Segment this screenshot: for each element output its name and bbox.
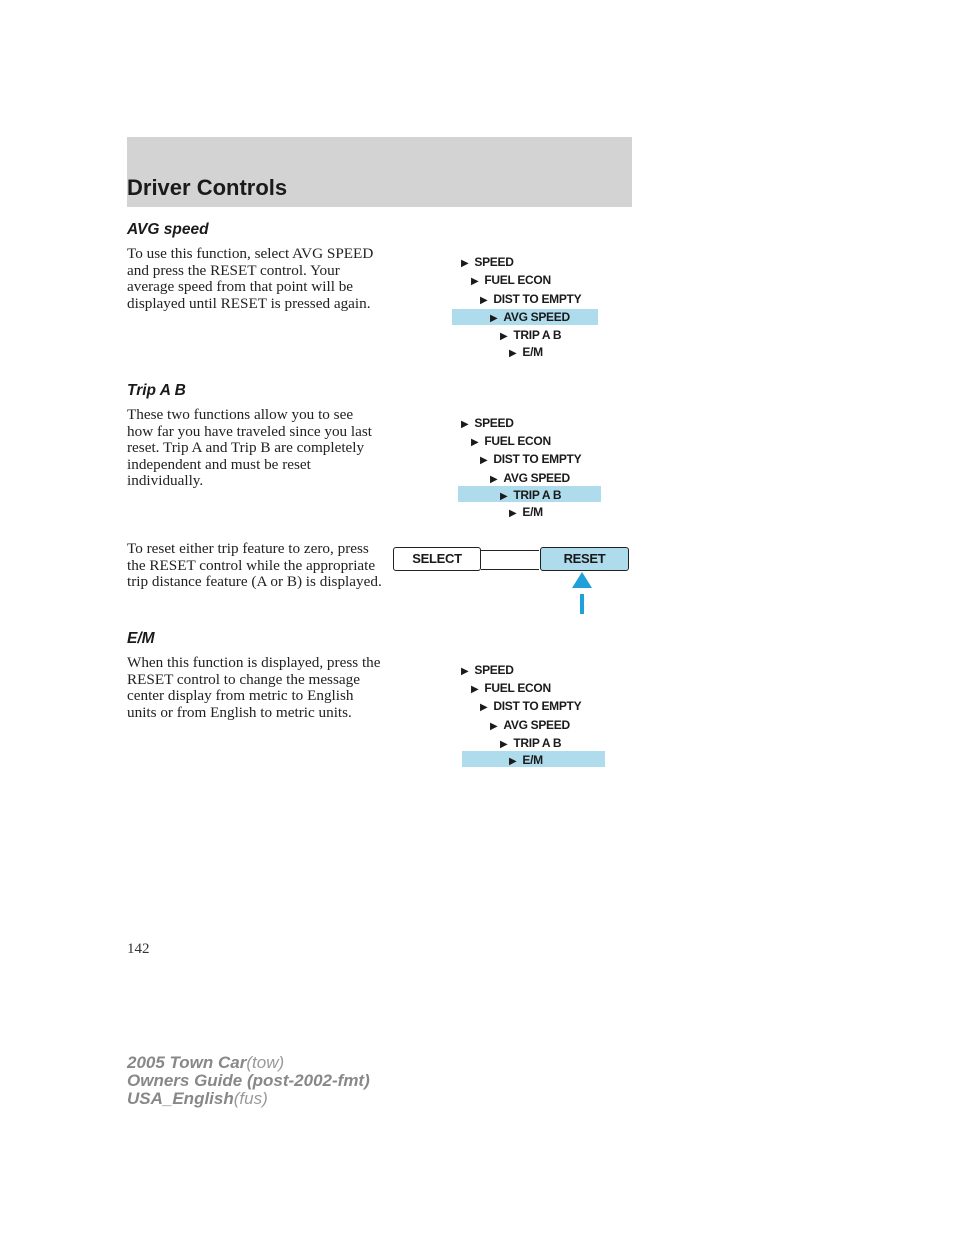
menu-item-avg-speed: ▶ AVG SPEED [490, 716, 570, 734]
triangle-right-icon: ▶ [480, 455, 488, 466]
triangle-right-icon: ▶ [461, 419, 469, 430]
connector-line [481, 569, 539, 570]
section-heading-trip-a-b: Trip A B [127, 382, 186, 399]
triangle-right-icon: ▶ [471, 684, 479, 695]
triangle-right-icon: ▶ [490, 474, 498, 485]
triangle-right-icon: ▶ [509, 756, 517, 767]
menu-item-e-m: ▶ E/M [509, 343, 543, 361]
menu-item-dist-to-empty: ▶ DIST TO EMPTY [480, 450, 581, 468]
page-number: 142 [127, 941, 150, 957]
menu-item-avg-speed: ▶ AVG SPEED [490, 469, 570, 487]
select-button[interactable]: SELECT [393, 547, 481, 571]
triangle-right-icon: ▶ [500, 491, 508, 502]
footer-language-code: (fus) [233, 1089, 268, 1108]
menu-item-speed: ▶ SPEED [461, 661, 514, 679]
triangle-right-icon: ▶ [471, 276, 479, 287]
avg-speed-paragraph: To use this function, select AVG SPEED and press the RESET control. Your average speed from that point will be displayed until RESET is pressed again. [127, 245, 374, 312]
menu-item-fuel-econ: ▶ FUEL ECON [471, 271, 551, 289]
footer-doc-info [127, 1054, 370, 1108]
e-m-paragraph: When this function is displayed, press the RESET control to change the message center display from metric to English units or from English to metric units. [127, 654, 381, 721]
menu-item-fuel-econ: ▶ FUEL ECON [471, 679, 551, 697]
menu-item-dist-to-empty: ▶ DIST TO EMPTY [480, 290, 581, 308]
triangle-right-icon: ▶ [471, 437, 479, 448]
trip-paragraph-2: To reset either trip feature to zero, press the RESET control while the appropriate trip distance feature (A or B) is displayed. [127, 540, 382, 590]
triangle-right-icon: ▶ [509, 508, 517, 519]
menu-item-dist-to-empty: ▶ DIST TO EMPTY [480, 697, 581, 715]
section-heading-avg-speed: AVG speed [127, 221, 209, 238]
triangle-right-icon: ▶ [500, 331, 508, 342]
header-band [127, 137, 632, 207]
reset-button[interactable]: RESET [540, 547, 629, 571]
triangle-right-icon: ▶ [461, 666, 469, 677]
triangle-right-icon: ▶ [461, 258, 469, 269]
triangle-right-icon: ▶ [480, 295, 488, 306]
up-arrow-icon [571, 572, 593, 614]
menu-item-speed: ▶ SPEED [461, 253, 514, 271]
footer-language: USA_English [127, 1089, 234, 1108]
triangle-right-icon: ▶ [490, 721, 498, 732]
triangle-right-icon: ▶ [500, 739, 508, 750]
triangle-right-icon: ▶ [480, 702, 488, 713]
menu-item-trip-a-b: ▶ TRIP A B [500, 486, 561, 504]
menu-item-e-m: ▶ E/M [509, 503, 543, 521]
menu-item-trip-a-b: ▶ TRIP A B [500, 326, 561, 344]
triangle-right-icon: ▶ [490, 313, 498, 324]
footer-model-code: (tow) [246, 1053, 285, 1072]
page-title: Driver Controls [127, 175, 288, 200]
footer-guide-name: Owners Guide (post-2002-fmt) [127, 1071, 370, 1090]
menu-item-fuel-econ: ▶ FUEL ECON [471, 432, 551, 450]
menu-item-speed: ▶ SPEED [461, 414, 514, 432]
menu-item-avg-speed: ▶ AVG SPEED [490, 308, 570, 326]
triangle-right-icon: ▶ [509, 348, 517, 359]
menu-item-e-m: ▶ E/M [509, 751, 543, 769]
section-heading-e-m: E/M [127, 630, 155, 647]
menu-item-trip-a-b: ▶ TRIP A B [500, 734, 561, 752]
trip-paragraph-1: These two functions allow you to see how far you have traveled since you last reset. Trip A and Trip B are completely independent and must be reset individually. [127, 406, 373, 489]
connector-line [481, 550, 539, 551]
footer-model: 2005 Town Car [127, 1053, 247, 1072]
